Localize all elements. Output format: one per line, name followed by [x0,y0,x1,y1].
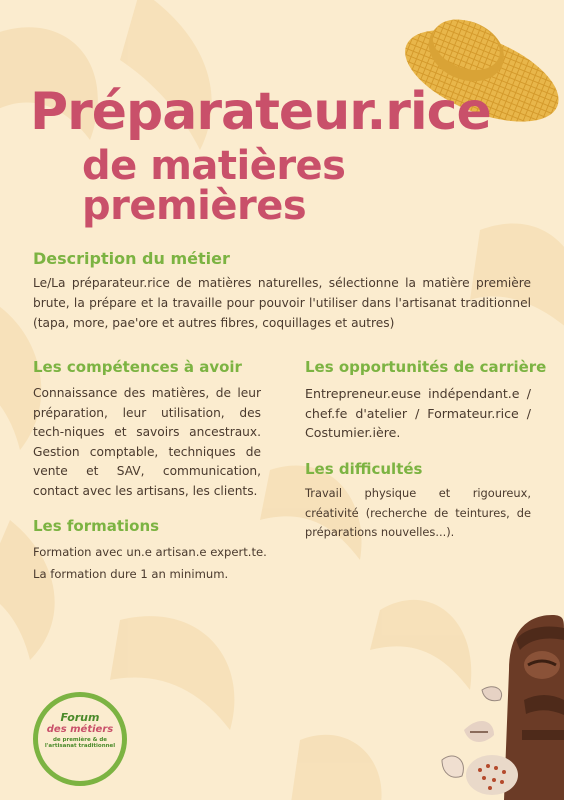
formations-line-1: Formation avec un.e artisan.e expert.te. [33,545,267,559]
formations-line-2: La formation dure 1 an minimum. [33,567,229,581]
formations-heading: Les formations [33,517,160,535]
forum-logo [33,692,127,786]
tiki-statue-icon [434,610,564,800]
description-heading: Description du métier [33,249,230,268]
logo-line-4: l'artisanat traditionnel [44,743,116,749]
logo-line-3: de première & de [52,737,108,743]
title-line-2: de matières premières [82,143,346,229]
competences-heading: Les compétences à avoir [33,358,242,376]
difficultes-heading: Les difficultés [305,460,423,478]
page-title [30,82,550,229]
competences-text: Connaissance des matières, de leur préparation, leur utilisation, des tech-niques et savoirs ancestraux. Gestion comptable, techniques de vente et SAV, communication, contact avec les artisans, les clients. [33,386,261,498]
difficultes-text: Travail physique et rigoureux, créativité (recherche de teintures, de préparations nouvelles...). [305,486,531,539]
logo-line-1: Forum [60,711,100,724]
description-text: Le/La préparateur.rice de matières naturelles, sélectionne la matière première brute, la prépare et la travaille pour pouvoir l'utiliser dans l'artisanat traditionnel (tapa, more, pae'ore et autres fibres, coquillages et autres) [33,276,531,330]
logo-line-2: des métiers [46,724,114,735]
opportunites-text: Entrepreneur.euse indépendant.e / chef.fe d'atelier / Formateur.rice / Costumier.ière. [305,386,531,440]
opportunites-heading: Les opportunités de carrière [305,358,547,376]
title-line-1: Préparateur.rice [30,82,491,142]
